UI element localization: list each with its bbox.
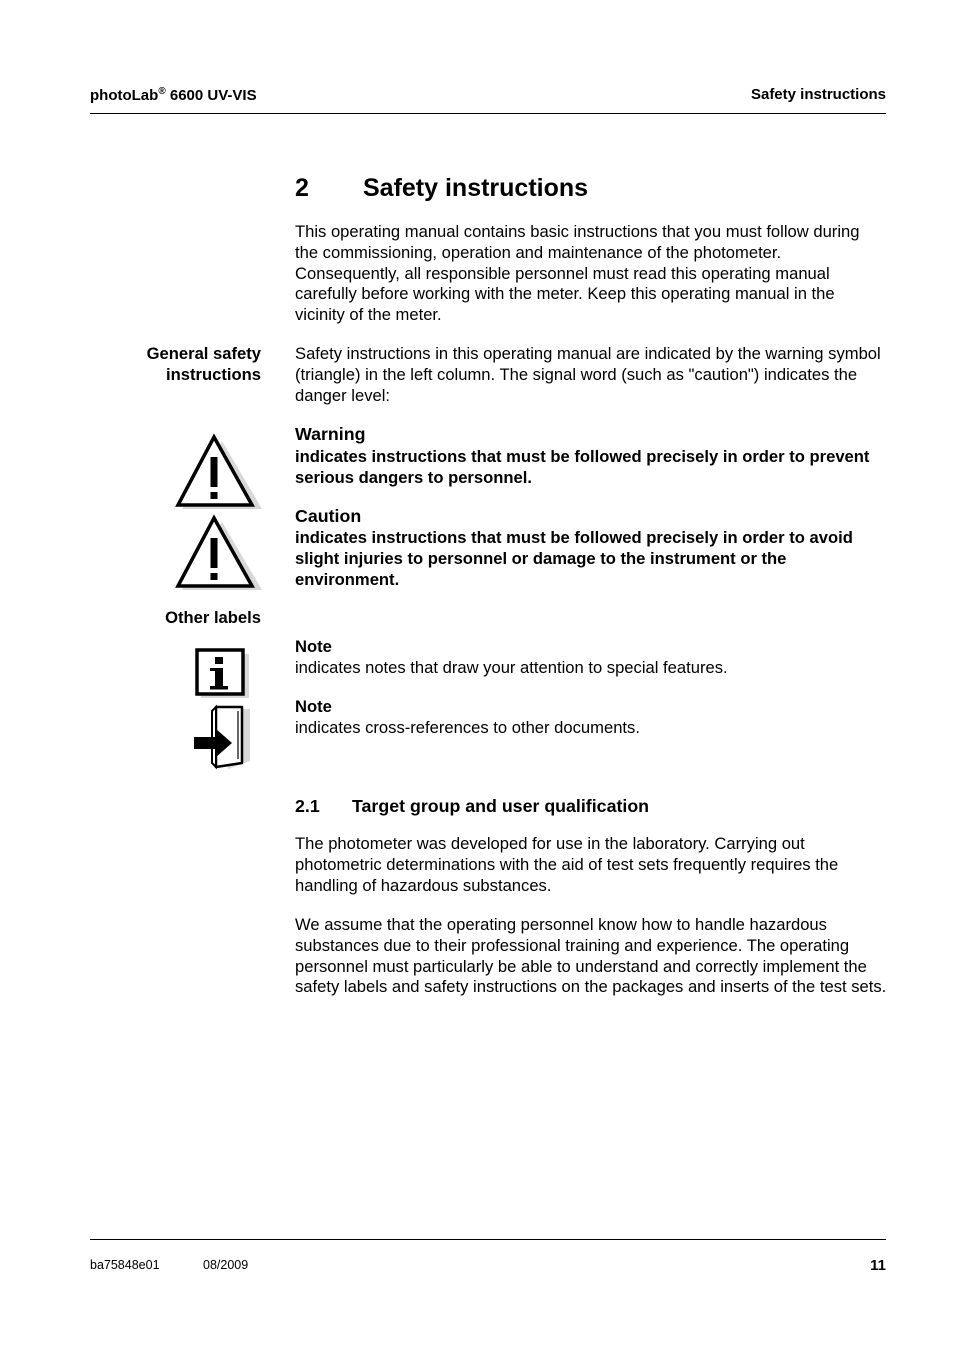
footer-doc-number: ba75848e01 bbox=[90, 1258, 160, 1272]
warning-text: indicates instructions that must be followed precisely in order to prevent serious dangers to personnel. bbox=[295, 447, 870, 487]
section-number: 2.1 bbox=[295, 796, 320, 816]
running-header-section: Safety instructions bbox=[750, 86, 886, 103]
side-label-other-labels: Other labels bbox=[165, 608, 261, 627]
page-number: 11 bbox=[870, 1257, 886, 1274]
warning-triangle-icon bbox=[174, 433, 264, 518]
chapter-intro: This operating manual contains basic instructions that you must follow during the commissioning, operation and maintenance of the photometer. Consequently, all responsible personnel must read this operating manual carefully before working with the meter. Keep this operating manual in the vicinity of the meter. bbox=[295, 222, 860, 325]
note-ref-text: indicates cross-references to other documents. bbox=[295, 718, 640, 737]
caution-signal-word: Caution bbox=[295, 506, 362, 526]
note-info-text: indicates notes that draw your attention to special features. bbox=[295, 658, 728, 677]
general-safety-text: Safety instructions in this operating manual are indicated by the warning symbol (triangle) in the left column. The signal word (such as "caution") indicates the danger level: bbox=[295, 344, 881, 405]
footer-rule bbox=[90, 1239, 886, 1240]
info-icon bbox=[195, 648, 251, 705]
chapter-title: Safety instructions bbox=[363, 174, 589, 202]
caution-triangle-icon bbox=[174, 514, 264, 599]
footer-date: 08/2009 bbox=[203, 1258, 249, 1272]
caution-text: indicates instructions that must be followed precisely in order to avoid slight injuries to personnel or damage to the instrument or the environment. bbox=[295, 528, 853, 589]
warning-signal-word: Warning bbox=[295, 424, 366, 444]
running-header-product: photoLab® 6600 UV-VIS bbox=[90, 86, 257, 104]
note-ref-title: Note bbox=[295, 697, 332, 716]
section-paragraph-1: The photometer was developed for use in the laboratory. Carrying out photometric determinations with the aid of test sets frequently requires the handling of hazardous substances. bbox=[295, 834, 839, 895]
header-rule bbox=[90, 113, 886, 114]
chapter-number: 2 bbox=[295, 174, 309, 202]
book-reference-icon bbox=[192, 703, 254, 776]
section-paragraph-2: We assume that the operating personnel know how to handle hazardous substances due to their professional training and experience. The operating personnel must particularly be able to understand and correctly implement the safety labels and safety instructions on the packages and inserts of the test sets. bbox=[295, 915, 887, 997]
note-info-title: Note bbox=[295, 637, 332, 656]
side-label-general-safety: General safety instructions bbox=[146, 344, 261, 384]
section-title: Target group and user qualification bbox=[352, 796, 650, 816]
